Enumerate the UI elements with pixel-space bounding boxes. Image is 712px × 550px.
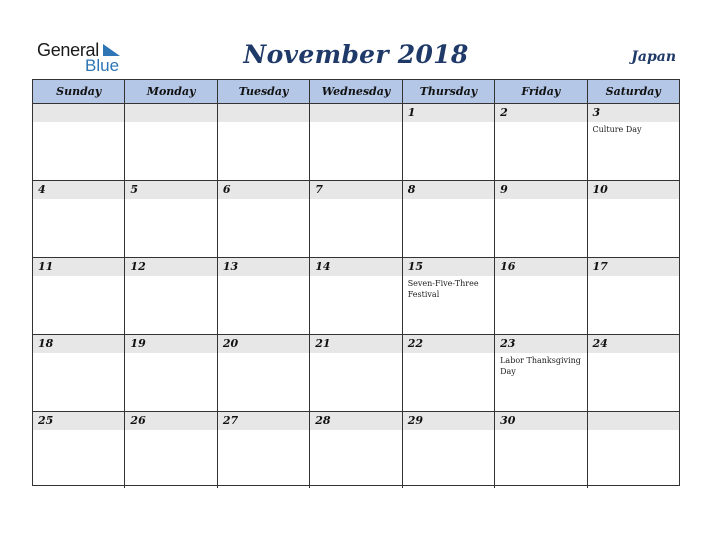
day-number: 23 <box>500 337 516 350</box>
day-cell[interactable] <box>125 104 217 180</box>
day-cell[interactable] <box>125 258 217 334</box>
day-number-band <box>33 104 124 122</box>
day-number: 4 <box>38 183 46 196</box>
weekday-header: Sunday <box>33 80 125 103</box>
day-number: 5 <box>130 183 139 196</box>
day-cell[interactable] <box>310 104 402 180</box>
day-number: 21 <box>315 337 331 350</box>
day-number-band <box>588 104 679 122</box>
week-row <box>33 181 679 258</box>
day-cell[interactable] <box>310 412 402 488</box>
day-cell[interactable] <box>310 258 402 334</box>
day-cell[interactable] <box>403 181 495 257</box>
day-cell[interactable] <box>310 335 402 411</box>
day-number-band <box>588 412 679 430</box>
day-number: 12 <box>130 260 146 273</box>
day-cell[interactable] <box>495 258 587 334</box>
day-number: 26 <box>130 414 146 427</box>
day-cell[interactable] <box>495 104 587 180</box>
day-cell[interactable] <box>495 335 587 411</box>
day-number: 3 <box>592 106 601 119</box>
holiday-label: Labor Thanksgiving Day <box>500 356 581 376</box>
day-cell[interactable] <box>125 335 217 411</box>
day-number-band <box>125 104 216 122</box>
day-number: 6 <box>222 183 231 196</box>
day-number-band <box>403 181 494 199</box>
day-cell[interactable] <box>218 181 310 257</box>
weekday-header: Monday <box>125 80 217 103</box>
day-cell[interactable] <box>495 181 587 257</box>
day-number: 20 <box>222 337 239 350</box>
day-cell[interactable] <box>125 181 217 257</box>
day-cell[interactable] <box>33 412 125 488</box>
week-row <box>33 335 679 412</box>
logo-blue-text: Blue <box>85 56 120 75</box>
holiday-label: Seven-Five-Three Festival <box>407 279 479 299</box>
day-number: 9 <box>500 183 508 196</box>
day-cell[interactable] <box>33 181 125 257</box>
logo-general-text: General <box>37 40 99 60</box>
day-number: 16 <box>500 260 516 273</box>
day-cell[interactable] <box>588 258 679 334</box>
day-number: 15 <box>407 260 423 273</box>
day-number: 17 <box>592 260 608 273</box>
day-number-band <box>125 181 216 199</box>
day-cell[interactable] <box>403 258 495 334</box>
day-cell[interactable] <box>588 335 679 411</box>
week-row <box>33 412 679 488</box>
day-number: 1 <box>407 106 416 119</box>
day-number-band <box>218 104 309 122</box>
weekday-header: Saturday <box>605 85 661 98</box>
day-number: 28 <box>315 414 331 427</box>
day-number: 2 <box>500 106 508 119</box>
day-number-band <box>33 181 124 199</box>
day-number: 30 <box>500 414 516 427</box>
day-number-band <box>495 181 586 199</box>
day-number: 10 <box>592 183 608 196</box>
day-number: 14 <box>315 260 331 273</box>
day-cell[interactable] <box>125 412 217 488</box>
day-cell[interactable] <box>218 104 310 180</box>
day-number: 18 <box>38 337 54 350</box>
day-cell[interactable] <box>218 258 310 334</box>
day-number: 8 <box>407 183 416 196</box>
day-cell[interactable] <box>33 104 125 180</box>
day-number: 24 <box>592 337 608 350</box>
day-number: 11 <box>38 260 54 273</box>
calendar-grid <box>32 79 680 486</box>
day-number: 27 <box>222 414 239 427</box>
week-row <box>33 258 679 335</box>
weekday-header: Friday <box>495 80 587 103</box>
day-number-band <box>495 104 586 122</box>
day-number-band <box>310 181 401 199</box>
weekday-header-row <box>33 80 679 104</box>
day-cell[interactable] <box>218 335 310 411</box>
day-number: 19 <box>130 337 146 350</box>
day-number: 25 <box>38 414 54 427</box>
day-number: 29 <box>407 414 423 427</box>
weekday-header: Tuesday <box>218 80 310 103</box>
day-number: 22 <box>407 337 423 350</box>
day-cell[interactable] <box>310 181 402 257</box>
weekday-header: Wednesday <box>310 80 402 103</box>
country-label: Japan <box>631 49 676 65</box>
day-number-band <box>310 104 401 122</box>
day-number-band <box>218 181 309 199</box>
day-cell[interactable] <box>588 181 679 257</box>
day-cell[interactable] <box>588 412 679 488</box>
day-cell[interactable] <box>403 104 495 180</box>
day-cell[interactable] <box>218 412 310 488</box>
day-number-band <box>403 104 494 122</box>
day-cell[interactable] <box>588 104 679 180</box>
day-cell[interactable] <box>403 335 495 411</box>
day-number: 13 <box>222 260 239 273</box>
holiday-label: Culture Day <box>592 125 642 134</box>
page-title: November 2018 <box>243 40 469 69</box>
day-cell[interactable] <box>33 258 125 334</box>
weeks-container <box>33 104 679 488</box>
week-row <box>33 104 679 181</box>
weekday-header: Thursday <box>403 80 495 103</box>
day-cell[interactable] <box>495 412 587 488</box>
day-number: 7 <box>315 183 323 196</box>
day-cell[interactable] <box>403 412 495 488</box>
day-cell[interactable] <box>33 335 125 411</box>
